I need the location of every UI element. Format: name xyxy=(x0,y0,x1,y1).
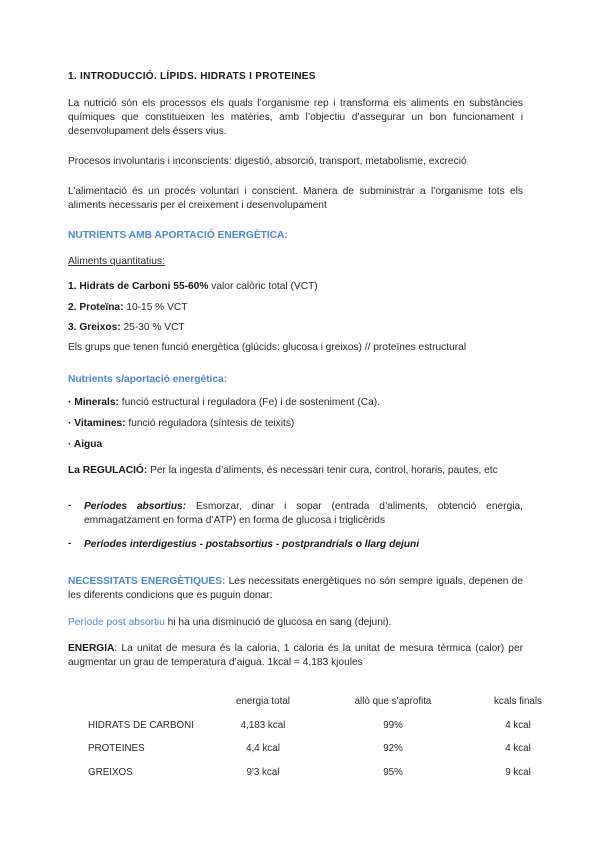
grups-paragraph: Els grups que tenen funció energètica (glúcids: glucosa i greixos) // proteïnes estructural xyxy=(68,342,467,353)
list-item-bold: 3. Greixos: xyxy=(68,322,121,333)
table-cell: 4 kcal xyxy=(505,719,531,731)
page-heading: 1. INTRODUCCIÓ. LÍPIDS. HIDRATS I PROTEINES xyxy=(68,71,316,82)
period-dash: - xyxy=(68,538,72,549)
table-cell: HIDRATS DE CARBONI xyxy=(88,719,194,731)
table-row xyxy=(80,737,568,761)
energia-label: ENERGIA xyxy=(68,643,115,654)
table-cell: 9 kcal xyxy=(505,766,531,778)
necessitats-text: Les necessitats energètiques no són sempre iguals, depenen de les diferents condicions que es puguin donar: xyxy=(68,576,523,601)
list-item-bold: · Aigua xyxy=(68,439,103,450)
list-item xyxy=(68,321,185,335)
list-item-text: valor calòric total (VCT) xyxy=(208,281,318,292)
list-item xyxy=(68,417,294,431)
list-item xyxy=(68,396,380,410)
period-label: Períodes absortius: xyxy=(84,501,187,512)
period-item xyxy=(84,538,419,552)
periode-paragraph xyxy=(68,616,391,630)
table-header: allò que s’aprofita xyxy=(354,696,432,708)
list-item-bold: 2. Proteïna: xyxy=(68,302,124,313)
list-item xyxy=(68,280,318,294)
processes-paragraph: Procesos involuntaris i inconscients: digestió, absorció, transport, metabolisme, excreció xyxy=(68,156,467,167)
table-cell: 99% xyxy=(383,719,403,731)
periode-text: hi ha una disminució de glucosa en sang (dejuni). xyxy=(164,617,392,628)
table-cell: 95% xyxy=(383,766,403,778)
periode-label: Període post absortiu xyxy=(68,617,165,628)
list-item-bold: · Minerals: xyxy=(68,397,119,408)
table-header: energia total xyxy=(236,696,290,708)
list-item-text: 25-30 % VCT xyxy=(120,322,185,333)
regulacio-paragraph xyxy=(68,464,523,478)
table-header: kcals finals xyxy=(494,696,542,708)
necessitats-paragraph xyxy=(68,575,523,603)
table-row xyxy=(80,761,568,785)
table-cell: 4,183 kcal xyxy=(240,719,286,731)
list-item-text: 10-15 % VCT xyxy=(123,302,188,313)
section-no-energy-heading: Nutrients s/aportació energètica: xyxy=(68,374,228,385)
list-item-text: funció reguladora (síntesis de teixits) xyxy=(125,418,295,429)
aliments-label: Aliments quantitatius: xyxy=(68,256,165,267)
period-label: Períodes interdigestius - postabsortius - postprandrials o llarg dejuni xyxy=(84,539,420,550)
energia-paragraph xyxy=(68,642,523,670)
period-item xyxy=(84,500,523,528)
list-item-bold: · Vitamines: xyxy=(68,418,126,429)
section-energy-heading: NUTRIENTS AMB APORTACIÓ ENERGÈTICA: xyxy=(68,230,288,241)
period-text: Esmorzar, dinar i sopar (entrada d’aliments, obtenció energia, emmagatzament en forma d’ATP) en forma de glucosa i triglicèrids xyxy=(84,501,523,526)
energia-text: : La unitat de mesura és la caloria, 1 caloria és la unitat de mesura tèrmica (calor) per augmentar un grau de temperatura d’aigua. 1kcal = 4,183 kjoules xyxy=(68,643,523,668)
regulacio-text: Per la ingesta d’aliments, és necessari tenir cura, control, horaris, pautes, etc xyxy=(147,465,498,476)
necessitats-label: NECESSITATS ENERGÈTIQUES: xyxy=(68,576,226,587)
period-dash: - xyxy=(68,500,72,511)
table-cell: 9'3 kcal xyxy=(246,766,280,778)
intro-paragraph: La nutrició són els processos els quals l’organisme rep i transforma els aliments en substàncies químiques que constitueixen les matèries, amb l’objectiu d’assegurar un bon funcionament i desenvolupament dels éssers vius. xyxy=(68,98,523,137)
regulacio-label: La REGULACIÓ: xyxy=(68,465,148,476)
table-cell: PROTEINES xyxy=(88,743,145,755)
table-cell: 4,4 kcal xyxy=(246,743,280,755)
table-cell: 4 kcal xyxy=(505,743,531,755)
table-header xyxy=(80,690,208,714)
table-cell: 92% xyxy=(383,743,403,755)
table-cell: GREIXOS xyxy=(88,766,133,778)
list-item xyxy=(68,301,187,315)
energy-table xyxy=(80,690,568,784)
table-row xyxy=(80,714,568,738)
table-header-row xyxy=(80,690,568,714)
list-item-bold: 1. Hidrats de Carboni 55-60% xyxy=(68,281,209,292)
list-item xyxy=(68,438,102,452)
alimentacio-paragraph: L’alimentació és un procés voluntari i conscient. Manera de subministrar a l’organisme tots els aliments necessaris per el creixement i desenvolupament xyxy=(68,186,523,211)
list-item-text: funció estructural i reguladora (Fe) i de sosteniment (Ca). xyxy=(118,397,380,408)
